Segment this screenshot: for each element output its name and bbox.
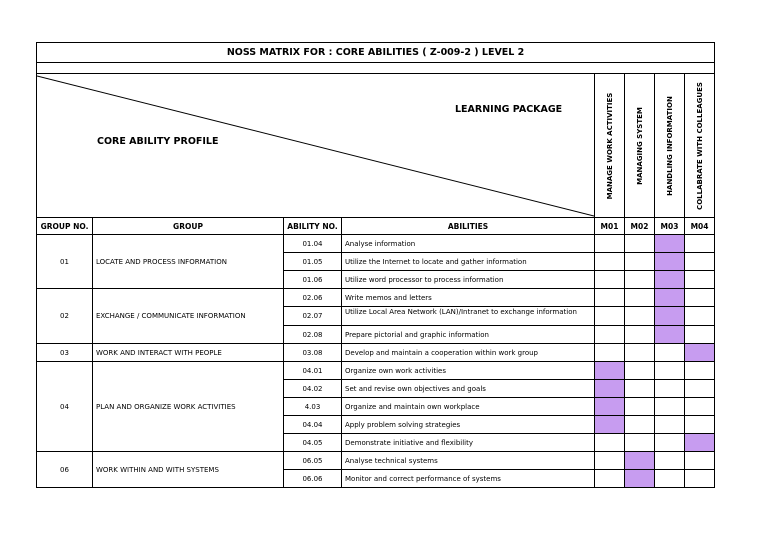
module-cell-m03 bbox=[655, 253, 685, 271]
ability-number: 01.04 bbox=[284, 235, 342, 253]
group-name: WORK AND INTERACT WITH PEOPLE bbox=[93, 344, 284, 362]
module-cell-m03 bbox=[655, 344, 685, 362]
module-cell-m01 bbox=[595, 289, 625, 307]
ability-description: Prepare pictorial and graphic information bbox=[342, 326, 595, 344]
ability-number: 04.05 bbox=[284, 434, 342, 452]
module-cell-m01 bbox=[595, 362, 625, 380]
module-cell-m04 bbox=[685, 253, 715, 271]
module-cell-m01 bbox=[595, 344, 625, 362]
ability-number: 04.01 bbox=[284, 362, 342, 380]
ability-number: 06.05 bbox=[284, 452, 342, 470]
ability-number: 02.08 bbox=[284, 326, 342, 344]
module-cell-m03 bbox=[655, 289, 685, 307]
table-row bbox=[37, 362, 715, 380]
module-cell-m03 bbox=[655, 380, 685, 398]
group-name: EXCHANGE / COMMUNICATE INFORMATION bbox=[93, 289, 284, 344]
table-row bbox=[37, 344, 715, 362]
module-cell-m04 bbox=[685, 434, 715, 452]
group-name: LOCATE AND PROCESS INFORMATION bbox=[93, 235, 284, 289]
module-cell-m01 bbox=[595, 380, 625, 398]
ability-description: Apply problem solving strategies bbox=[342, 416, 595, 434]
module-cell-m02 bbox=[625, 470, 655, 488]
module-cell-m04 bbox=[685, 307, 715, 326]
module-cell-m04 bbox=[685, 362, 715, 380]
module-cell-m03 bbox=[655, 434, 685, 452]
group-number: 06 bbox=[37, 452, 93, 488]
core-ability-profile-label: CORE ABILITY PROFILE bbox=[97, 136, 219, 147]
ability-description: Demonstrate initiative and flexibility bbox=[342, 434, 595, 452]
ability-description: Set and revise own objectives and goals bbox=[342, 380, 595, 398]
module-cell-m04 bbox=[685, 344, 715, 362]
ability-number: 01.05 bbox=[284, 253, 342, 271]
module-cell-m02 bbox=[625, 398, 655, 416]
module-cell-m02 bbox=[625, 289, 655, 307]
module-cell-m04 bbox=[685, 326, 715, 344]
module-cell-m01 bbox=[595, 416, 625, 434]
module-cell-m04 bbox=[685, 398, 715, 416]
module-cell-m01 bbox=[595, 326, 625, 344]
module-cell-m02 bbox=[625, 253, 655, 271]
ability-description: Monitor and correct performance of systems bbox=[342, 470, 595, 488]
module-cell-m03 bbox=[655, 362, 685, 380]
table-row bbox=[37, 452, 715, 470]
profile-header-cell bbox=[37, 74, 595, 218]
ability-description: Analyse technical systems bbox=[342, 452, 595, 470]
ability-description: Organize and maintain own workplace bbox=[342, 398, 595, 416]
learning-package-label: LEARNING PACKAGE bbox=[455, 104, 563, 115]
header-m02: M02 bbox=[625, 218, 655, 235]
header-group-no: GROUP NO. bbox=[37, 218, 93, 235]
header-ability-no: ABILITY NO. bbox=[284, 218, 342, 235]
module-cell-m03 bbox=[655, 452, 685, 470]
ability-number: 06.06 bbox=[284, 470, 342, 488]
module-cell-m01 bbox=[595, 470, 625, 488]
ability-description: Analyse information bbox=[342, 235, 595, 253]
module-cell-m02 bbox=[625, 326, 655, 344]
module-cell-m03 bbox=[655, 470, 685, 488]
group-name: PLAN AND ORGANIZE WORK ACTIVITIES bbox=[93, 362, 284, 452]
module-cell-m01 bbox=[595, 452, 625, 470]
group-name: WORK WITHIN AND WITH SYSTEMS bbox=[93, 452, 284, 488]
module-name-m04: COLLABRATE WITH COLLEAGUES bbox=[685, 74, 715, 218]
noss-matrix-document bbox=[36, 42, 714, 488]
matrix-title: NOSS MATRIX FOR : CORE ABILITIES ( Z-009-2 ) LEVEL 2 bbox=[37, 43, 715, 63]
noss-matrix-table bbox=[36, 42, 715, 488]
module-cell-m02 bbox=[625, 362, 655, 380]
module-cell-m02 bbox=[625, 416, 655, 434]
module-cell-m04 bbox=[685, 235, 715, 253]
module-cell-m04 bbox=[685, 416, 715, 434]
ability-number: 4.03 bbox=[284, 398, 342, 416]
header-m03: M03 bbox=[655, 218, 685, 235]
module-cell-m03 bbox=[655, 307, 685, 326]
header-abilities: ABILITIES bbox=[342, 218, 595, 235]
header-m04: M04 bbox=[685, 218, 715, 235]
module-name-m03: HANDLING INFORMATION bbox=[655, 74, 685, 218]
module-cell-m01 bbox=[595, 253, 625, 271]
ability-number: 01.06 bbox=[284, 271, 342, 289]
ability-number: 03.08 bbox=[284, 344, 342, 362]
module-cell-m02 bbox=[625, 434, 655, 452]
group-number: 01 bbox=[37, 235, 93, 289]
column-header-row bbox=[37, 218, 715, 235]
ability-description: Utilize Local Area Network (LAN)/Intranet to exchange information bbox=[342, 307, 595, 326]
spacer-row bbox=[37, 63, 715, 74]
ability-description: Develop and maintain a cooperation within work group bbox=[342, 344, 595, 362]
module-cell-m03 bbox=[655, 235, 685, 253]
ability-description: Write memos and letters bbox=[342, 289, 595, 307]
module-cell-m01 bbox=[595, 398, 625, 416]
module-cell-m03 bbox=[655, 398, 685, 416]
ability-number: 02.06 bbox=[284, 289, 342, 307]
module-cell-m03 bbox=[655, 416, 685, 434]
header-group: GROUP bbox=[93, 218, 284, 235]
module-cell-m04 bbox=[685, 470, 715, 488]
ability-number: 02.07 bbox=[284, 307, 342, 326]
module-cell-m04 bbox=[685, 289, 715, 307]
ability-description: Utilize the Internet to locate and gather information bbox=[342, 253, 595, 271]
module-cell-m01 bbox=[595, 271, 625, 289]
group-number: 04 bbox=[37, 362, 93, 452]
module-name-m01: MANAGE WORK ACTIVITIES bbox=[595, 74, 625, 218]
module-cell-m02 bbox=[625, 452, 655, 470]
group-number: 02 bbox=[37, 289, 93, 344]
module-cell-m03 bbox=[655, 271, 685, 289]
module-cell-m02 bbox=[625, 380, 655, 398]
module-cell-m04 bbox=[685, 452, 715, 470]
module-cell-m01 bbox=[595, 235, 625, 253]
module-cell-m04 bbox=[685, 380, 715, 398]
table-row bbox=[37, 235, 715, 253]
module-cell-m01 bbox=[595, 307, 625, 326]
module-cell-m04 bbox=[685, 271, 715, 289]
header-m01: M01 bbox=[595, 218, 625, 235]
module-cell-m02 bbox=[625, 235, 655, 253]
ability-number: 04.02 bbox=[284, 380, 342, 398]
ability-number: 04.04 bbox=[284, 416, 342, 434]
ability-description: Utilize word processor to process information bbox=[342, 271, 595, 289]
ability-description: Organize own work activities bbox=[342, 362, 595, 380]
module-cell-m02 bbox=[625, 271, 655, 289]
module-cell-m03 bbox=[655, 326, 685, 344]
group-number: 03 bbox=[37, 344, 93, 362]
table-row bbox=[37, 289, 715, 307]
module-cell-m02 bbox=[625, 307, 655, 326]
module-cell-m02 bbox=[625, 344, 655, 362]
module-cell-m01 bbox=[595, 434, 625, 452]
module-name-m02: MANAGING SYSTEM bbox=[625, 74, 655, 218]
